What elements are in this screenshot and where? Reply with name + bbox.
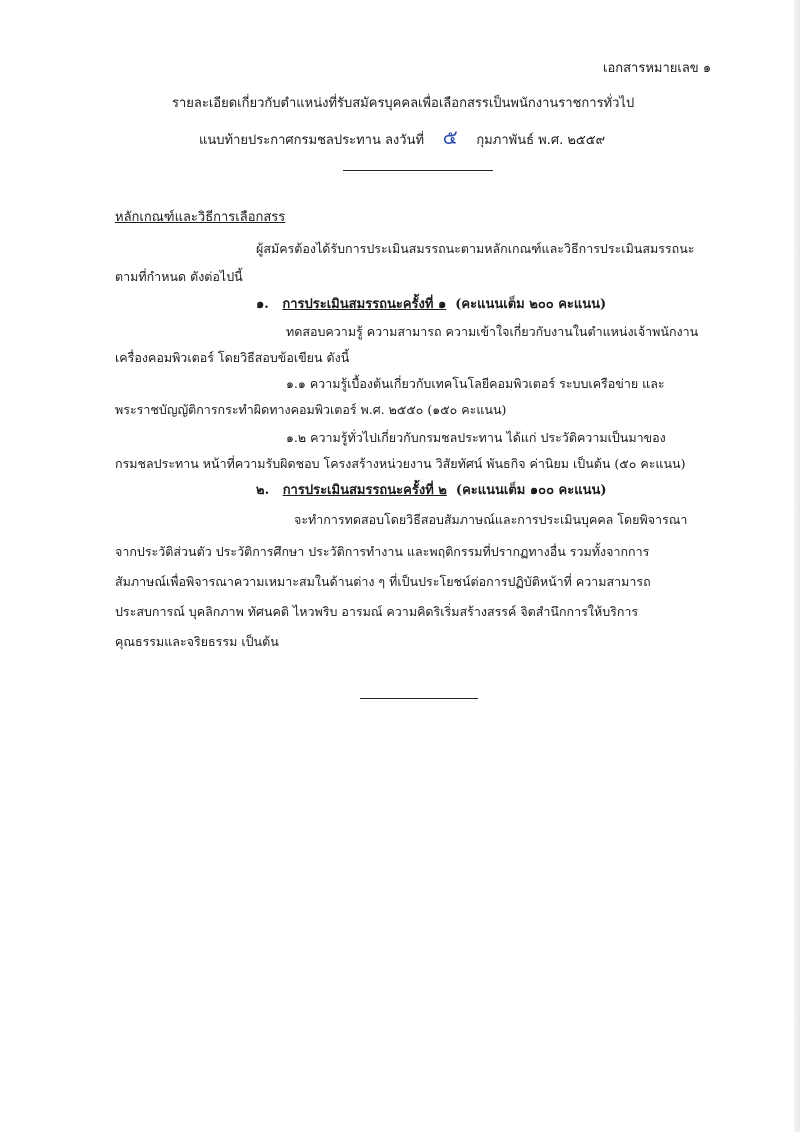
section-2-heading [256, 482, 607, 500]
title-line-2-suffix: กุมภาพันธ์ พ.ศ. ๒๕๕๙ [476, 133, 606, 148]
handwritten-day: ๕ [442, 125, 458, 149]
section-2-line-4: ประสบการณ์ บุคลิกภาพ ทัศนคติ ไหวพริบ อารมณ์ ความคิดริเริ่มสร้างสรรค์ จิตสำนึกการให้บริการ [115, 604, 639, 619]
intro-line-2: ตามที่กำหนด ดังต่อไปนี้ [115, 269, 243, 284]
title-line-2-prefix: แนบท้ายประกาศกรมชลประทาน ลงวันที่ [199, 133, 425, 148]
section-1-number: ๑. [256, 297, 269, 312]
item-1-2-line-2: กรมชลประทาน หน้าที่ความรับผิดชอบ โครงสร้างหน่วยงาน วิสัยทัศน์ พันธกิจ ค่านิยม เป็นต้น (๕๐ คะแนน) [115, 456, 686, 471]
divider-top [343, 170, 493, 171]
item-1-1-line-1: ๑.๑ ความรู้เบื้องต้นเกี่ยวกับเทคโนโลยีคอมพิวเตอร์ ระบบเครือข่าย และ [286, 376, 665, 391]
section-1-title: การประเมินสมรรถนะครั้งที่ ๑ [282, 297, 447, 312]
section-1-heading [256, 296, 606, 314]
title-line-1: รายละเอียดเกี่ยวกับตำแหน่งที่รับสมัครบุคคลเพื่อเลือกสรรเป็นพนักงานราชการทั่วไป [172, 96, 635, 111]
intro-line-1: ผู้สมัครต้องได้รับการประเมินสมรรถนะตามหลักเกณฑ์และวิธีการประเมินสมรรถนะ [256, 241, 695, 256]
section-2-line-5: คุณธรรมและจริยธรรม เป็นต้น [115, 634, 279, 649]
divider-bottom [360, 698, 478, 699]
section-2-line-1: จะทำการทดสอบโดยวิธีสอบสัมภาษณ์และการประเมินบุคคล โดยพิจารณา [294, 512, 688, 527]
section-2-score: (คะแนนเต็ม ๑๐๐ คะแนน) [455, 483, 607, 498]
section-2-line-2: จากประวัติส่วนตัว ประวัติการศึกษา ประวัติการทำงาน และพฤติกรรมที่ปรากฏทางอื่น รวมทั้งจากการ [115, 544, 650, 559]
page-edge-shadow [794, 0, 800, 1132]
section-1-score: (คะแนนเต็ม ๒๐๐ คะแนน) [455, 297, 607, 312]
section-2-title: การประเมินสมรรถนะครั้งที่ ๒ [282, 483, 447, 498]
item-1-1-line-2: พระราชบัญญัติการกระทำผิดทางคอมพิวเตอร์ พ.ศ. ๒๕๕๐ (๑๕๐ คะแนน) [115, 402, 507, 417]
section-1-line-1: ทดสอบความรู้ ความสามารถ ความเข้าใจเกี่ยวกับงานในตำแหน่งเจ้าพนักงาน [286, 324, 699, 339]
item-1-2-line-1: ๑.๒ ความรู้ทั่วไปเกี่ยวกับกรมชลประทาน ได้แก่ ประวัติความเป็นมาของ [286, 430, 666, 445]
section-heading: หลักเกณฑ์และวิธีการเลือกสรร [115, 210, 286, 225]
section-2-line-3: สัมภาษณ์เพื่อพิจารณาความเหมาะสมในด้านต่าง ๆ ที่เป็นประโยชน์ต่อการปฏิบัติหน้าที่ ความสามารถ [115, 574, 651, 589]
section-2-number: ๒. [256, 483, 270, 498]
title-line-2 [199, 125, 606, 150]
section-1-line-2: เครื่องคอมพิวเตอร์ โดยวิธีสอบข้อเขียน ดังนี้ [115, 350, 350, 365]
document-number: เอกสารหมายเลข ๑ [603, 61, 712, 76]
